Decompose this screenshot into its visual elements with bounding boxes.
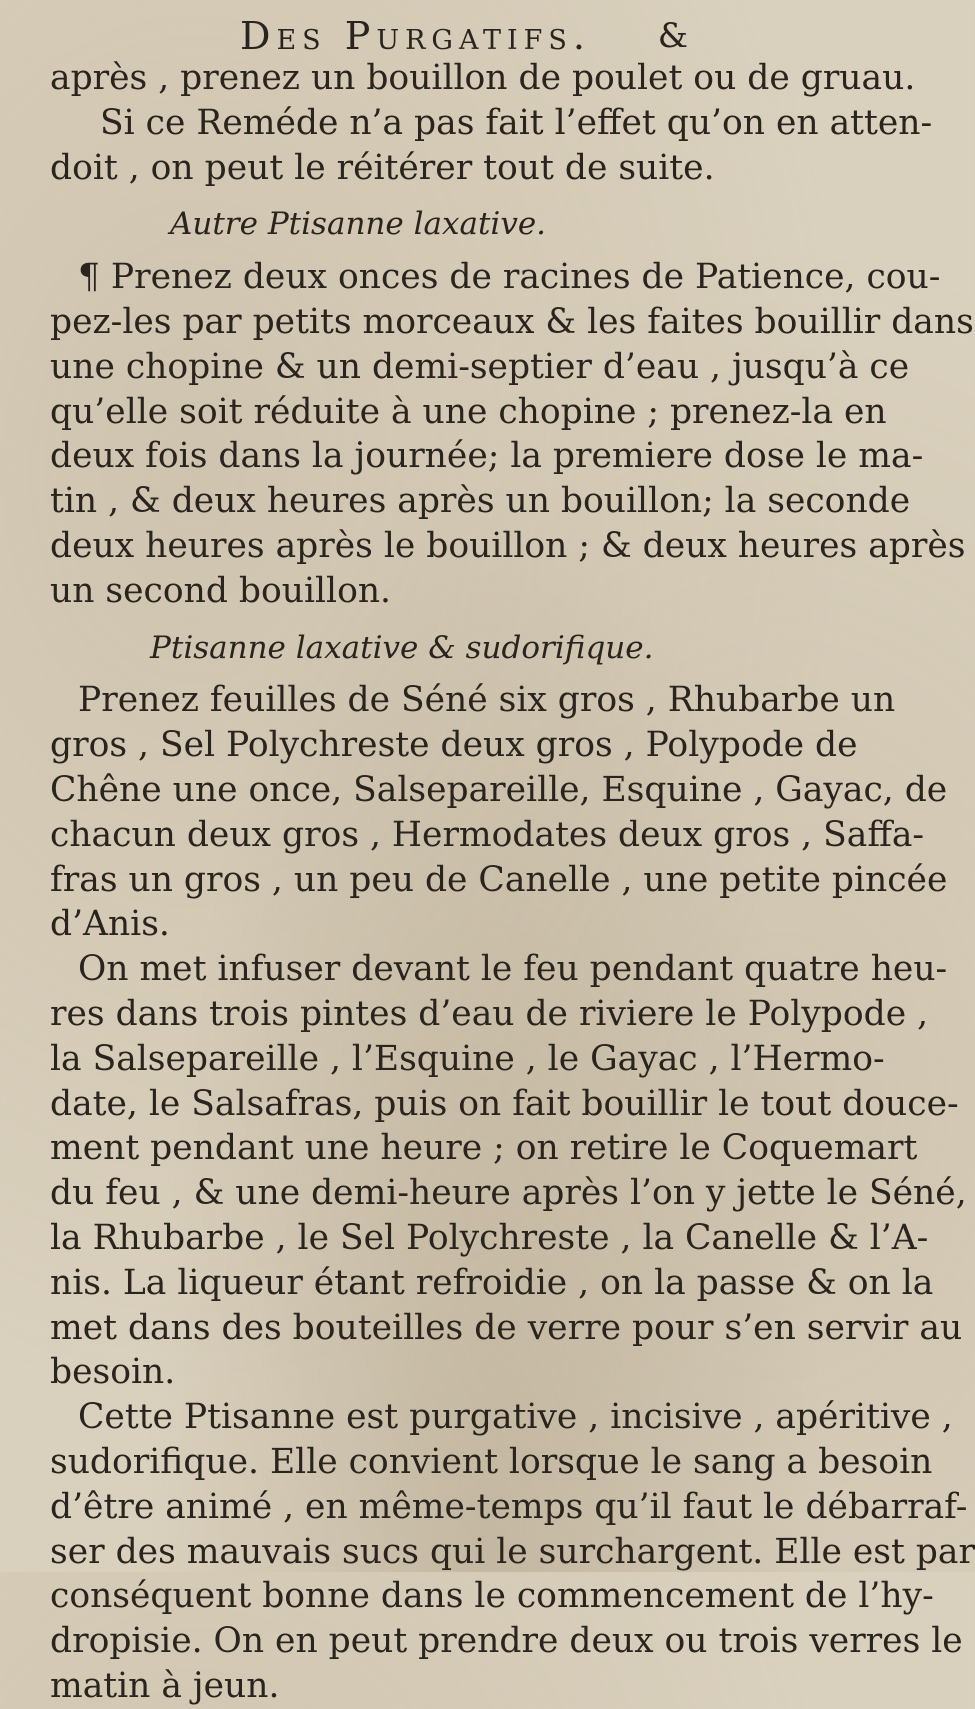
section-heading: Autre Ptisanne laxative. — [170, 206, 547, 243]
text-line: ser des mauvais sucs qui le surchargent. Elle est par — [50, 1531, 975, 1572]
text-line: après , prenez un bouillon de poulet ou de gruau. — [50, 58, 916, 98]
text-line: besoin. — [50, 1352, 176, 1393]
text-line: Cette Ptisanne est purgative , incisive , apéritive , — [78, 1397, 953, 1438]
paragraph-2 — [50, 255, 974, 613]
section-heading: Ptisanne laxative & sudorifique. — [150, 629, 654, 666]
running-title: Des Purgatifs. — [240, 14, 591, 58]
text-line: une chopine & un demi-septier d’eau , jusqu’à ce — [50, 346, 910, 387]
text-line: la Salsepareille , l’Esquine , le Gayac , l’Hermo- — [50, 1038, 885, 1079]
page-number: & — [657, 16, 688, 56]
body-text — [50, 56, 975, 1709]
text-line: gros , Sel Polychreste deux gros , Polypode de — [50, 725, 858, 766]
text-line: met dans des bouteilles de verre pour s’en servir au — [50, 1307, 963, 1348]
text-line: du feu , & une demi-heure après l’on y jette le Séné, — [50, 1173, 967, 1214]
text-line: d’Anis. — [50, 904, 170, 945]
text-line: un second bouillon. — [50, 570, 392, 611]
text-line: tin , & deux heures après un bouillon; la seconde — [50, 481, 911, 522]
text-line: Chêne une once, Salsepareille, Esquine , Gayac, de — [50, 769, 948, 810]
text-line: ment pendant une heure ; on retire le Coquemart — [50, 1128, 918, 1169]
text-line: ¶ Prenez deux onces de racines de Patience, cou- — [78, 257, 941, 298]
text-line: nis. La liqueur étant refroidie , on la passe & on la — [50, 1262, 934, 1303]
text-line: chacun deux gros , Hermodates deux gros , Saffa- — [50, 814, 925, 855]
text-line: qu’elle soit réduite à une chopine ; prenez-la en — [50, 391, 887, 432]
paragraph-3 — [50, 678, 948, 947]
text-line: Prenez feuilles de Séné six gros , Rhubarbe un — [78, 680, 896, 721]
text-line: deux fois dans la journée; la premiere dose le ma- — [50, 436, 924, 477]
text-line: res dans trois pintes d’eau de riviere le Polypode , — [50, 993, 929, 1034]
text-line: d’être animé , en même-temps qu’il faut le débarraf- — [50, 1486, 968, 1527]
text-line: On met infuser devant le feu pendant quatre heu- — [78, 949, 948, 990]
paragraph-4 — [50, 947, 967, 1395]
text-line: deux heures après le bouillon ; & deux heures après — [50, 525, 966, 566]
paragraph-1 — [50, 56, 933, 190]
text-line: Si ce Reméde n’a pas fait l’effet qu’on en atten- — [100, 102, 933, 143]
text-line: dropisie. On en peut prendre deux ou trois verres le — [50, 1621, 963, 1662]
text-line: conséquent bonne dans le commencement de l’hy- — [50, 1576, 934, 1617]
text-line: date, le Salsafras, puis on fait bouillir le tout douce- — [50, 1083, 959, 1124]
text-line: sudorifique. Elle convient lorsque le sang a besoin — [50, 1441, 933, 1482]
text-line: fras un gros , un peu de Canelle , une petite pincée — [50, 859, 948, 900]
text-line: la Rhubarbe , le Sel Polychreste , la Canelle & l’A- — [50, 1217, 929, 1258]
text-line: pez-les par petits morceaux & les faites bouillir dans — [50, 301, 974, 342]
text-line: matin à jeun. — [50, 1665, 280, 1706]
text-line: doit , on peut le réitérer tout de suite. — [50, 147, 715, 188]
paragraph-5 — [50, 1395, 975, 1709]
